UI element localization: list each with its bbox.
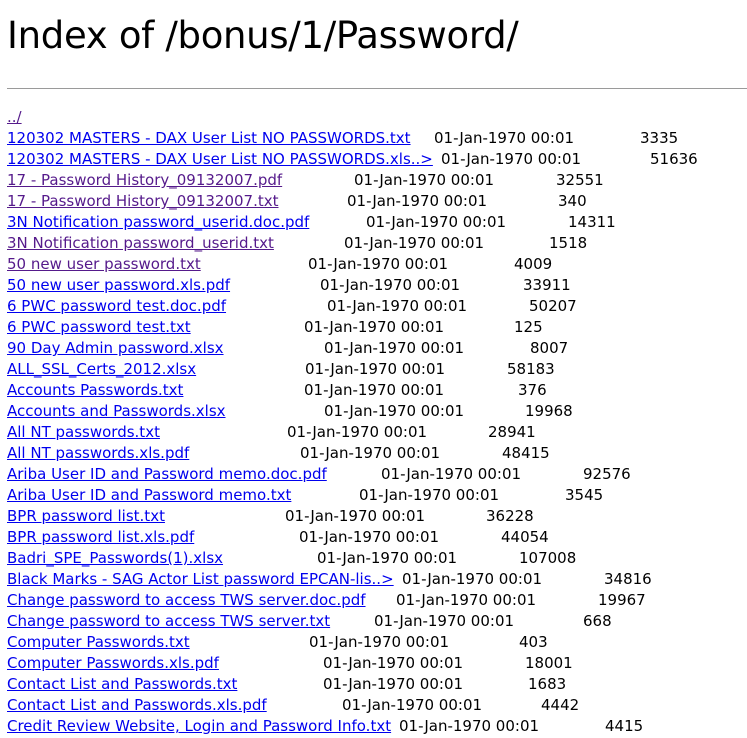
file-date: 01-Jan-1970 00:01	[304, 318, 445, 336]
file-link[interactable]: 120302 MASTERS - DAX User List NO PASSWORDS.xls..>	[7, 150, 433, 168]
file-date: 01-Jan-1970 00:01	[287, 423, 428, 441]
file-date: 01-Jan-1970 00:01	[344, 234, 485, 252]
file-link[interactable]: 3N Notification password_userid.doc.pdf	[7, 213, 310, 231]
file-date: 01-Jan-1970 00:01	[347, 192, 488, 210]
list-item	[7, 170, 747, 191]
list-item	[7, 128, 747, 149]
file-size: 19967	[598, 591, 646, 609]
file-date: 01-Jan-1970 00:01	[396, 591, 537, 609]
file-size: 18001	[525, 654, 573, 672]
file-link[interactable]: Contact List and Passwords.xls.pdf	[7, 696, 267, 714]
list-item	[7, 191, 747, 212]
list-item	[7, 233, 747, 254]
file-size: 107008	[519, 549, 577, 567]
list-item	[7, 380, 747, 401]
file-date: 01-Jan-1970 00:01	[285, 507, 426, 525]
file-link[interactable]: Badri_SPE_Passwords(1).xlsx	[7, 549, 224, 567]
file-size: 4009	[514, 255, 553, 273]
list-item	[7, 590, 747, 611]
file-size: 8007	[530, 339, 569, 357]
file-link[interactable]: Ariba User ID and Password memo.txt	[7, 486, 292, 504]
file-size: 125	[514, 318, 543, 336]
list-item	[7, 695, 747, 716]
file-size: 1518	[549, 234, 588, 252]
file-link[interactable]: ALL_SSL_Certs_2012.xlsx	[7, 360, 197, 378]
directory-listing	[7, 107, 747, 737]
file-date: 01-Jan-1970 00:01	[299, 528, 440, 546]
list-item	[7, 569, 747, 590]
list-item	[7, 359, 747, 380]
file-date: 01-Jan-1970 00:01	[327, 297, 468, 315]
file-date: 01-Jan-1970 00:01	[441, 150, 582, 168]
file-date: 01-Jan-1970 00:01	[308, 255, 449, 273]
file-link[interactable]: Black Marks - SAG Actor List password EPCAN-lis..>	[7, 570, 394, 588]
file-link[interactable]: 90 Day Admin password.xlsx	[7, 339, 224, 357]
file-date: 01-Jan-1970 00:01	[381, 465, 522, 483]
parent-directory-link[interactable]: ../	[7, 108, 22, 126]
file-size: 58183	[507, 360, 555, 378]
file-date: 01-Jan-1970 00:01	[305, 360, 446, 378]
file-size: 376	[518, 381, 547, 399]
file-date: 01-Jan-1970 00:01	[366, 213, 507, 231]
file-link[interactable]: Accounts Passwords.txt	[7, 381, 184, 399]
list-item	[7, 653, 747, 674]
file-date: 01-Jan-1970 00:01	[300, 444, 441, 462]
file-link[interactable]: Computer Passwords.txt	[7, 633, 190, 651]
file-date: 01-Jan-1970 00:01	[399, 717, 540, 735]
file-date: 01-Jan-1970 00:01	[374, 612, 515, 630]
list-item	[7, 443, 747, 464]
file-size: 33911	[523, 276, 571, 294]
list-item	[7, 212, 747, 233]
list-item	[7, 296, 747, 317]
file-size: 1683	[528, 675, 567, 693]
list-item	[7, 506, 747, 527]
file-size: 4415	[605, 717, 644, 735]
file-link[interactable]: 17 - Password History_09132007.pdf	[7, 171, 283, 189]
file-date: 01-Jan-1970 00:01	[354, 171, 495, 189]
file-link[interactable]: 6 PWC password test.txt	[7, 318, 191, 336]
file-size: 340	[558, 192, 587, 210]
file-link[interactable]: 6 PWC password test.doc.pdf	[7, 297, 227, 315]
list-item	[7, 317, 747, 338]
file-link[interactable]: Computer Passwords.xls.pdf	[7, 654, 219, 672]
file-link[interactable]: Ariba User ID and Password memo.doc.pdf	[7, 465, 327, 483]
list-item	[7, 527, 747, 548]
file-size: 36228	[486, 507, 534, 525]
file-size: 92576	[583, 465, 631, 483]
list-item	[7, 401, 747, 422]
list-item	[7, 254, 747, 275]
file-date: 01-Jan-1970 00:01	[304, 381, 445, 399]
divider	[7, 88, 747, 89]
file-size: 32551	[556, 171, 604, 189]
file-size: 34816	[604, 570, 652, 588]
list-item	[7, 611, 747, 632]
file-link[interactable]: All NT passwords.xls.pdf	[7, 444, 190, 462]
page-title: Index of /bonus/1/Password/	[7, 14, 519, 57]
file-link[interactable]: Accounts and Passwords.xlsx	[7, 402, 226, 420]
file-link[interactable]: 50 new user password.txt	[7, 255, 201, 273]
file-date: 01-Jan-1970 00:01	[320, 276, 461, 294]
file-size: 403	[519, 633, 548, 651]
file-size: 668	[583, 612, 612, 630]
file-link[interactable]: 50 new user password.xls.pdf	[7, 276, 231, 294]
file-date: 01-Jan-1970 00:01	[324, 402, 465, 420]
file-date: 01-Jan-1970 00:01	[324, 339, 465, 357]
file-size: 51636	[650, 150, 698, 168]
file-link[interactable]: 17 - Password History_09132007.txt	[7, 192, 279, 210]
file-link[interactable]: BPR password list.txt	[7, 507, 165, 525]
file-date: 01-Jan-1970 00:01	[342, 696, 483, 714]
file-size: 3545	[565, 486, 604, 504]
file-size: 28941	[488, 423, 536, 441]
file-date: 01-Jan-1970 00:01	[323, 654, 464, 672]
file-size: 19968	[525, 402, 573, 420]
list-item	[7, 485, 747, 506]
file-size: 3335	[640, 129, 679, 147]
file-size: 4442	[541, 696, 580, 714]
file-date: 01-Jan-1970 00:01	[309, 633, 450, 651]
file-size: 44054	[501, 528, 549, 546]
file-date: 01-Jan-1970 00:01	[434, 129, 575, 147]
list-item	[7, 149, 747, 170]
file-link[interactable]: Change password to access TWS server.txt	[7, 612, 331, 630]
list-item	[7, 107, 747, 128]
list-item	[7, 338, 747, 359]
file-link[interactable]: 3N Notification password_userid.txt	[7, 234, 274, 252]
file-date: 01-Jan-1970 00:01	[402, 570, 543, 588]
list-item	[7, 632, 747, 653]
file-link[interactable]: 120302 MASTERS - DAX User List NO PASSWORDS.txt	[7, 129, 411, 147]
list-item	[7, 464, 747, 485]
file-link[interactable]: Change password to access TWS server.doc.pdf	[7, 591, 366, 609]
file-size: 50207	[529, 297, 577, 315]
list-item	[7, 548, 747, 569]
file-date: 01-Jan-1970 00:01	[323, 675, 464, 693]
file-link[interactable]: All NT passwords.txt	[7, 423, 160, 441]
file-link[interactable]: Credit Review Website, Login and Password Info.txt	[7, 717, 392, 735]
list-item	[7, 275, 747, 296]
file-size: 48415	[502, 444, 550, 462]
file-date: 01-Jan-1970 00:01	[317, 549, 458, 567]
file-size: 14311	[568, 213, 616, 231]
file-link[interactable]: BPR password list.xls.pdf	[7, 528, 195, 546]
file-link[interactable]: Contact List and Passwords.txt	[7, 675, 238, 693]
list-item	[7, 674, 747, 695]
file-date: 01-Jan-1970 00:01	[359, 486, 500, 504]
list-item	[7, 716, 747, 737]
list-item	[7, 422, 747, 443]
